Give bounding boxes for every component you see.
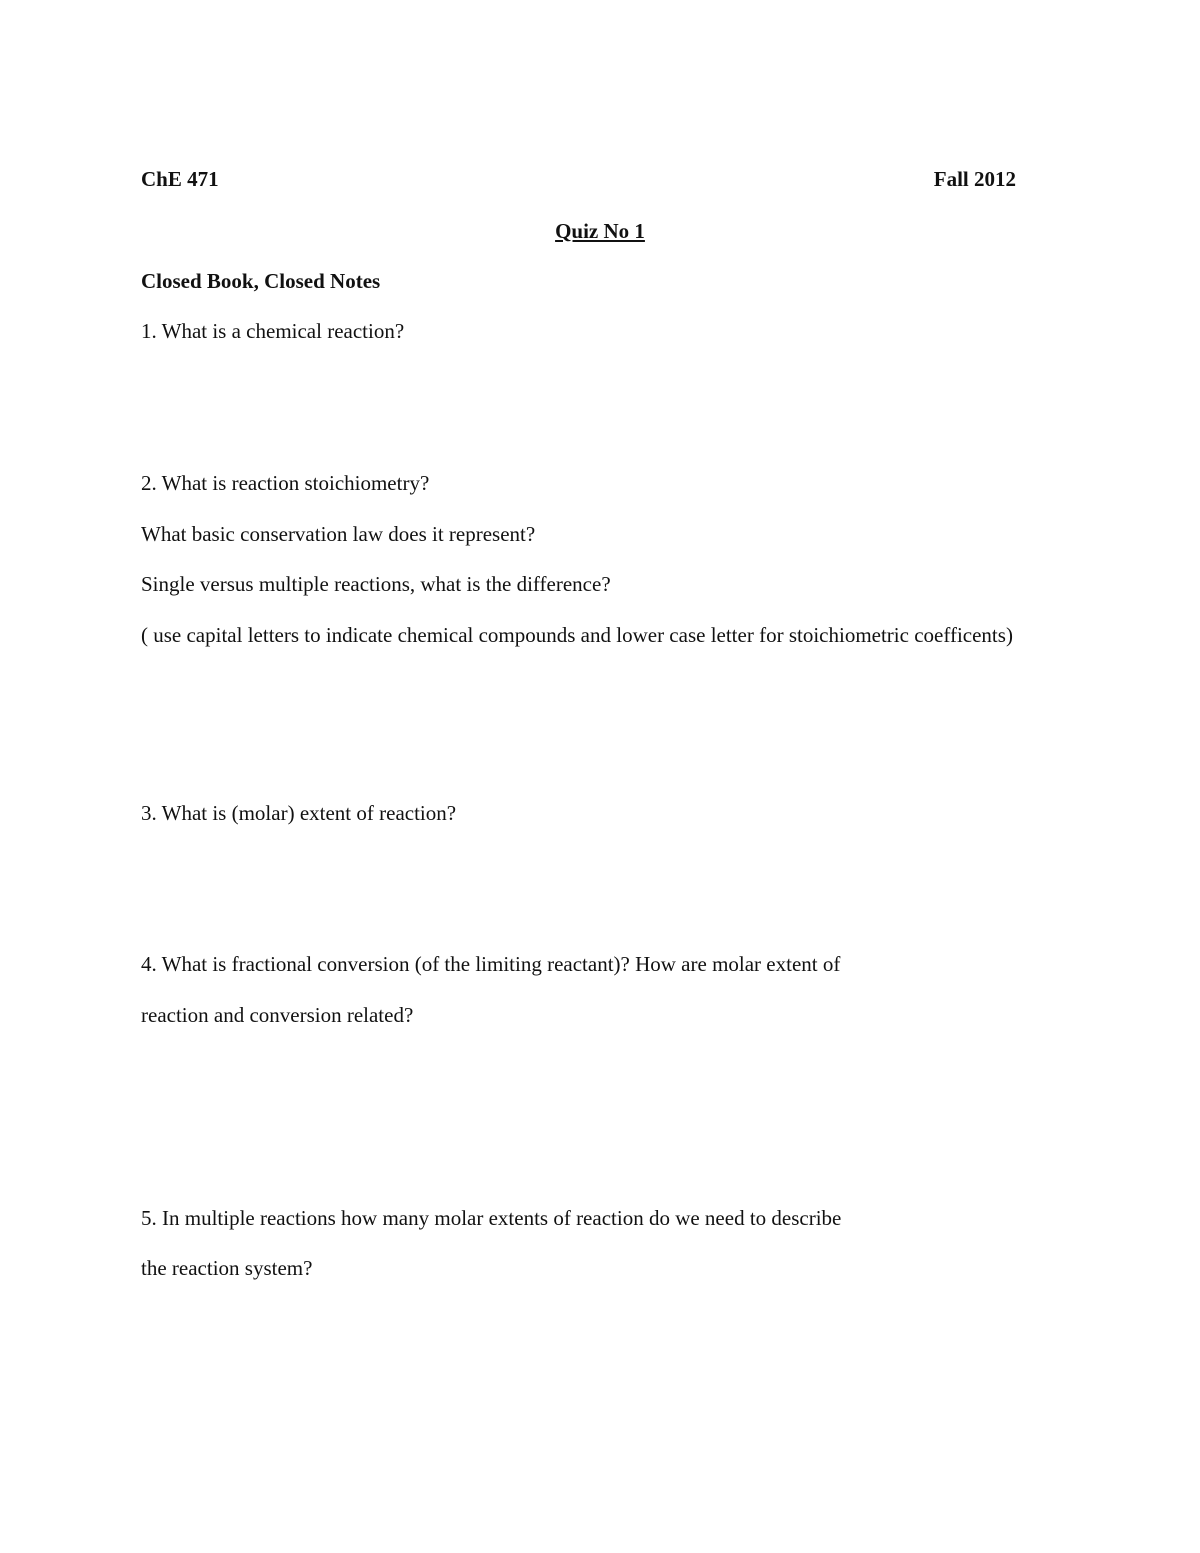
- question-5: 5. In multiple reactions how many molar extents of reaction do we need to describe: [141, 1206, 842, 1230]
- instructions: Closed Book, Closed Notes: [141, 269, 381, 293]
- question-4-continued: reaction and conversion related?: [141, 1003, 414, 1027]
- question-2-part-multiple: Single versus multiple reactions, what is the difference?: [141, 572, 611, 596]
- question-3: 3. What is (molar) extent of reaction?: [141, 801, 457, 825]
- term: Fall 2012: [933, 167, 1016, 191]
- question-2-part-conservation: What basic conservation law does it represent?: [141, 522, 536, 546]
- course-code: ChE 471: [141, 167, 219, 191]
- question-4: 4. What is fractional conversion (of the limiting reactant)? How are molar extent of: [141, 952, 841, 976]
- quiz-title: Quiz No 1: [555, 219, 645, 243]
- page-title: [0, 218, 1200, 244]
- question-2: 2. What is reaction stoichiometry?: [141, 471, 430, 495]
- question-5-continued: the reaction system?: [141, 1256, 313, 1280]
- question-2-note: ( use capital letters to indicate chemical compounds and lower case letter for stoichiometric coefficents): [141, 623, 1013, 647]
- question-1: 1. What is a chemical reaction?: [141, 319, 405, 343]
